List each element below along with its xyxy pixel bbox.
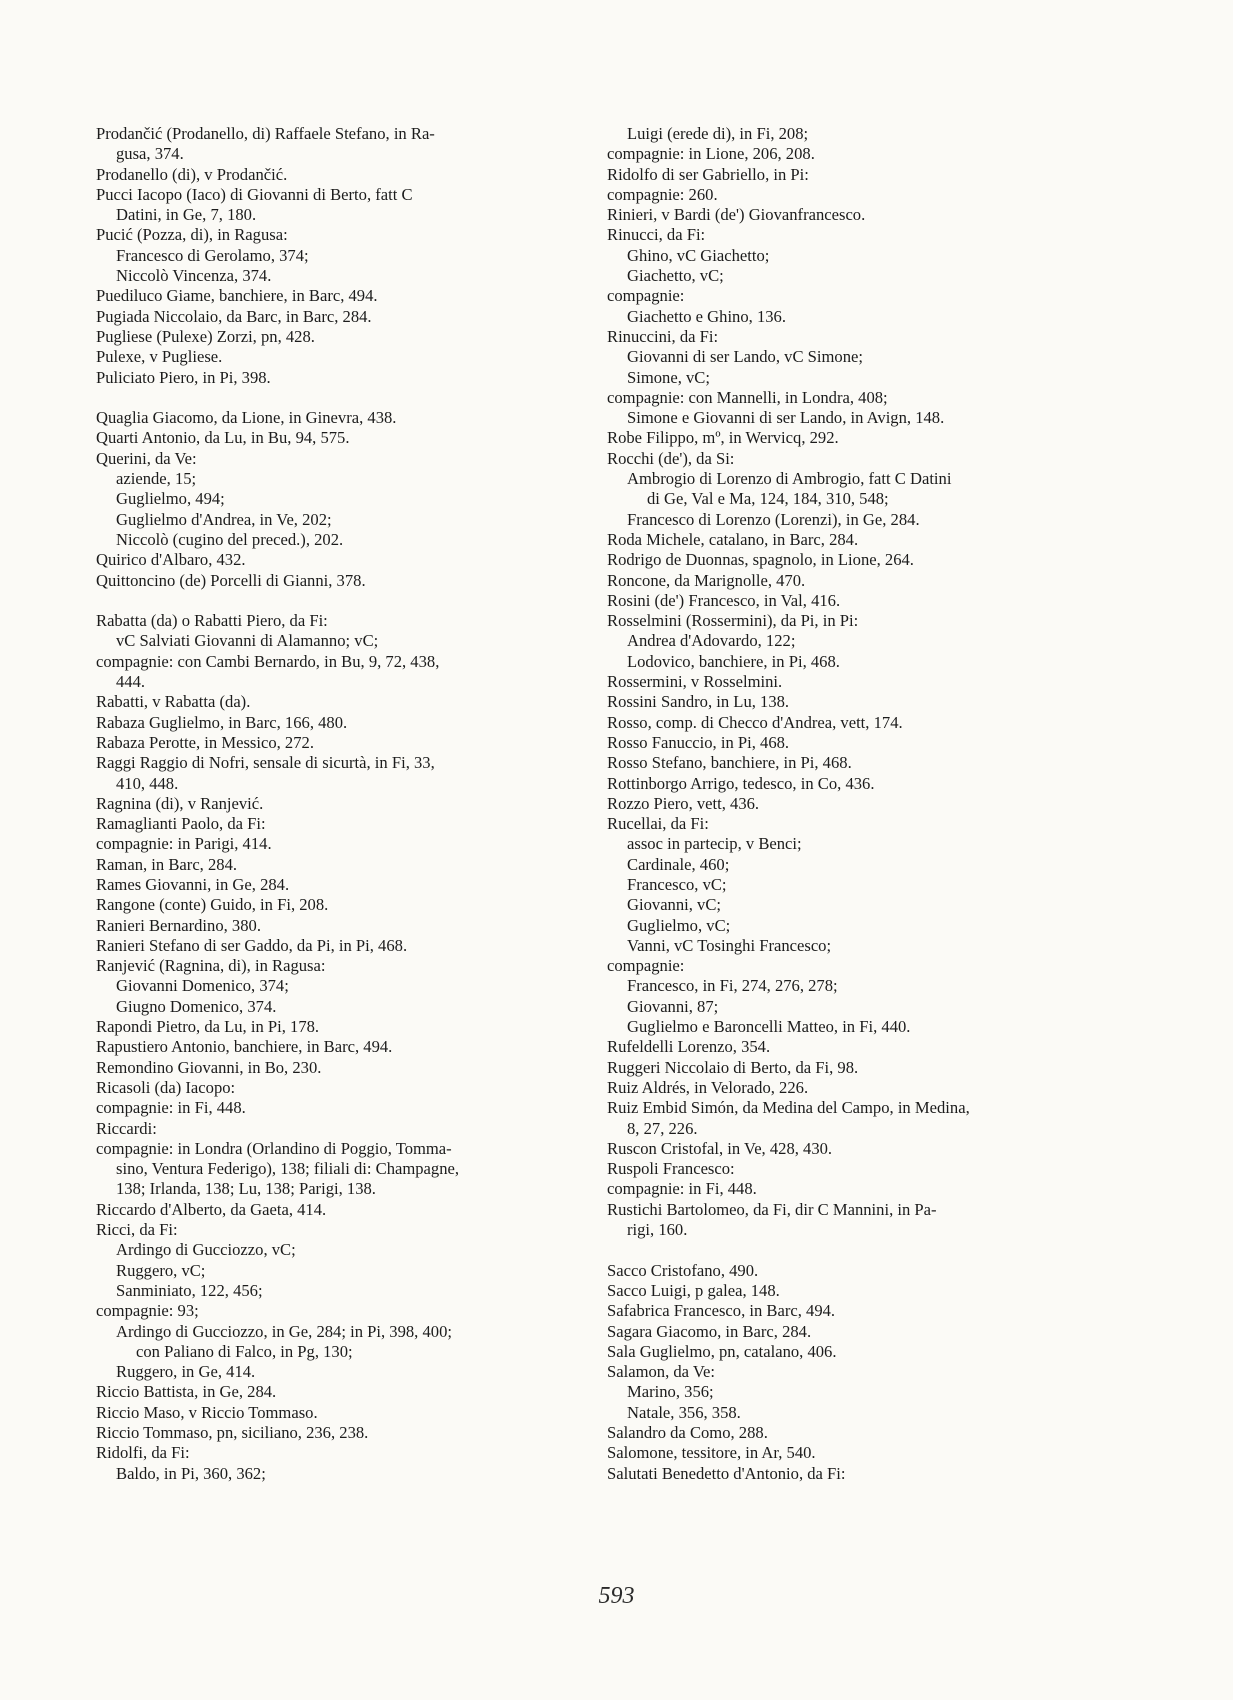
index-entry-line: Ruggero, vC; xyxy=(116,1260,206,1280)
index-entry-line: Lodovico, banchiere, in Pi, 468. xyxy=(627,651,840,671)
index-entry-line: Quaglia Giacomo, da Lione, in Ginevra, 438. xyxy=(96,408,397,428)
index-entry-line: Rabatti, v Rabatta (da). xyxy=(96,692,251,712)
index-entry-line: Rufeldelli Lorenzo, 354. xyxy=(607,1037,771,1057)
index-entry-line: Ranieri Bernardino, 380. xyxy=(96,915,261,935)
index-entry-line: Ridolfi, da Fi: xyxy=(96,1443,190,1463)
index-entry-line: Francesco di Gerolamo, 374; xyxy=(116,245,309,265)
index-entry-line: Rabaza Perotte, in Messico, 272. xyxy=(96,732,314,752)
index-entry-line: assoc in partecip, v Benci; xyxy=(627,834,802,854)
index-entry-line: Datini, in Ge, 7, 180. xyxy=(116,205,257,225)
index-entry-line: Guglielmo, 494; xyxy=(116,489,225,509)
index-entry-line: Roncone, da Marignolle, 470. xyxy=(607,570,806,590)
index-entry-line: Ranjević (Ragnina, di), in Ragusa: xyxy=(96,956,326,976)
index-entry-line: Sacco Luigi, p galea, 148. xyxy=(607,1280,780,1300)
index-entry-line: Ambrogio di Lorenzo di Ambrogio, fatt C Datini xyxy=(627,469,952,489)
index-entry-line: Rabatta (da) o Rabatti Piero, da Fi: xyxy=(96,611,328,631)
index-entry-line: Ruspoli Francesco: xyxy=(607,1159,735,1179)
index-entry-line: Querini, da Ve: xyxy=(96,448,197,468)
index-entry-line: Pugiada Niccolaio, da Barc, in Barc, 284. xyxy=(96,306,372,326)
section-gap xyxy=(607,1240,1075,1260)
index-entry-line: Ardingo di Gucciozzo, in Ge, 284; in Pi, 398, 400; xyxy=(116,1321,452,1341)
index-entry-line: Salamon, da Ve: xyxy=(607,1362,715,1382)
index-entry-line: 444. xyxy=(116,672,146,692)
index-entry-line: Sanminiato, 122, 456; xyxy=(116,1280,263,1300)
index-entry-line: Francesco di Lorenzo (Lorenzi), in Ge, 284. xyxy=(627,509,920,529)
index-entry-line: sino, Ventura Federigo), 138; filiali di: Champagne, xyxy=(116,1159,460,1179)
index-entry-line: Ragnina (di), v Ranjević. xyxy=(96,793,264,813)
index-entry-line: compagnie: 93; xyxy=(96,1301,199,1321)
index-entry-line: Rosso Fanuccio, in Pi, 468. xyxy=(607,732,790,752)
index-entry-line: compagnie: in Parigi, 414. xyxy=(96,834,272,854)
index-entry-line: Rinuccini, da Fi: xyxy=(607,326,719,346)
index-entry-line: Ruggeri Niccolaio di Berto, da Fi, 98. xyxy=(607,1057,859,1077)
index-entry-line: Ricci, da Fi: xyxy=(96,1220,178,1240)
index-entry-line: Rossini Sandro, in Lu, 138. xyxy=(607,692,790,712)
index-entry-line: Rottinborgo Arrigo, tedesco, in Co, 436. xyxy=(607,773,875,793)
right-column xyxy=(607,124,1075,1484)
index-entry-line: Rodrigo de Duonnas, spagnolo, in Lione, 264. xyxy=(607,550,914,570)
index-entry-line: Robe Filippo, mº, in Wervicq, 292. xyxy=(607,428,839,448)
index-entry-line: Ricasoli (da) Iacopo: xyxy=(96,1077,236,1097)
index-entry-line: Giovanni di ser Lando, vC Simone; xyxy=(627,347,863,367)
index-entry-line: Francesco, vC; xyxy=(627,874,727,894)
index-entry-line: Niccolò Vincenza, 374. xyxy=(116,266,272,286)
index-entry-line: Giovanni, 87; xyxy=(627,996,719,1016)
index-entry-line: compagnie: in Londra (Orlandino di Poggio, Tomma- xyxy=(96,1138,452,1158)
index-entry-line: Puliciato Piero, in Pi, 398. xyxy=(96,367,271,387)
index-entry-line: Cardinale, 460; xyxy=(627,854,730,874)
index-entry-line: compagnie: xyxy=(607,286,685,306)
index-entry-line: Riccio Maso, v Riccio Tommaso. xyxy=(96,1402,318,1422)
index-entry-line: di Ge, Val e Ma, 124, 184, 310, 548; xyxy=(647,489,889,509)
index-entry-line: Quarti Antonio, da Lu, in Bu, 94, 575. xyxy=(96,428,350,448)
index-entry-line: Ruscon Cristofal, in Ve, 428, 430. xyxy=(607,1138,833,1158)
index-entry-line: Prodanello (di), v Prodančić. xyxy=(96,164,288,184)
index-entry-line: Vanni, vC Tosinghi Francesco; xyxy=(627,935,832,955)
index-entry-line: Ardingo di Gucciozzo, vC; xyxy=(116,1240,296,1260)
index-entry-line: gusa, 374. xyxy=(116,144,184,164)
index-entry-line: Guglielmo e Baroncelli Matteo, in Fi, 440. xyxy=(627,1017,911,1037)
index-entry-line: Quittoncino (de) Porcelli di Gianni, 378. xyxy=(96,570,366,590)
index-entry-line: Rapustiero Antonio, banchiere, in Barc, 494. xyxy=(96,1037,393,1057)
index-entry-line: Roda Michele, catalano, in Barc, 284. xyxy=(607,529,859,549)
index-entry-line: aziende, 15; xyxy=(116,469,197,489)
index-entry-line: compagnie: in Fi, 448. xyxy=(607,1179,757,1199)
index-entry-line: Rabaza Guglielmo, in Barc, 166, 480. xyxy=(96,712,348,732)
index-entry-line: Baldo, in Pi, 360, 362; xyxy=(116,1463,266,1483)
index-entry-line: Salomone, tessitore, in Ar, 540. xyxy=(607,1443,816,1463)
index-entry-line: compagnie: in Fi, 448. xyxy=(96,1098,246,1118)
section-gap xyxy=(96,591,560,611)
index-entry-line: Raman, in Barc, 284. xyxy=(96,854,238,874)
index-entry-line: Puediluco Giame, banchiere, in Barc, 494. xyxy=(96,286,378,306)
index-entry-line: Ruiz Embid Simón, da Medina del Campo, in Medina, xyxy=(607,1098,970,1118)
index-entry-line: Giachetto, vC; xyxy=(627,266,724,286)
index-entry-line: Ghino, vC Giachetto; xyxy=(627,245,770,265)
index-entry-line: Ruggero, in Ge, 414. xyxy=(116,1362,256,1382)
index-entry-line: Rapondi Pietro, da Lu, in Pi, 178. xyxy=(96,1017,320,1037)
index-entry-line: Giugno Domenico, 374. xyxy=(116,996,277,1016)
index-entry-line: Guglielmo, vC; xyxy=(627,915,731,935)
index-entry-line: Marino, 356; xyxy=(627,1382,714,1402)
index-entry-line: Giovanni, vC; xyxy=(627,895,722,915)
index-entry-line: Guglielmo d'Andrea, in Ve, 202; xyxy=(116,509,332,529)
index-entry-line: con Paliano di Falco, in Pg, 130; xyxy=(136,1341,353,1361)
index-entry-line: Niccolò (cugino del preced.), 202. xyxy=(116,529,344,549)
index-entry-line: Simone, vC; xyxy=(627,367,710,387)
index-entry-line: Sala Guglielmo, pn, catalano, 406. xyxy=(607,1341,837,1361)
index-entry-line: Luigi (erede di), in Fi, 208; xyxy=(627,124,809,143)
index-entry-line: Pucić (Pozza, di), in Ragusa: xyxy=(96,225,288,245)
index-entry-line: Rucellai, da Fi: xyxy=(607,814,709,834)
index-entry-line: Rosselmini (Rossermini), da Pi, in Pi: xyxy=(607,611,859,631)
index-entry-line: Riccardi: xyxy=(96,1118,157,1138)
index-entry-line: Prodančić (Prodanello, di) Raffaele Stefano, in Ra- xyxy=(96,124,435,143)
index-entry-line: compagnie: con Cambi Bernardo, in Bu, 9, 72, 438, xyxy=(96,651,440,671)
index-entry-line: Rosini (de') Francesco, in Val, 416. xyxy=(607,590,841,610)
index-entry-line: Rosso, comp. di Checco d'Andrea, vett, 174. xyxy=(607,712,903,732)
index-entry-line: Rossermini, v Rosselmini. xyxy=(607,672,783,692)
index-entry-line: 8, 27, 226. xyxy=(627,1118,698,1138)
index-entry-line: Rangone (conte) Guido, in Fi, 208. xyxy=(96,895,329,915)
index-entry-line: Rames Giovanni, in Ge, 284. xyxy=(96,874,290,894)
index-entry-line: compagnie: xyxy=(607,956,685,976)
page-number: 593 xyxy=(598,1583,635,1609)
index-entry-line: 410, 448. xyxy=(116,773,179,793)
index-entry-line: Salutati Benedetto d'Antonio, da Fi: xyxy=(607,1463,846,1483)
index-entry-line: Pucci Iacopo (Iaco) di Giovanni di Berto, fatt C xyxy=(96,184,413,204)
index-entry-line: Pugliese (Pulexe) Zorzi, pn, 428. xyxy=(96,326,315,346)
index-entry-line: Rozzo Piero, vett, 436. xyxy=(607,793,760,813)
index-entry-line: Giovanni Domenico, 374; xyxy=(116,976,289,996)
index-entry-line: rigi, 160. xyxy=(627,1220,688,1240)
index-entry-line: Salandro da Como, 288. xyxy=(607,1423,768,1442)
index-entry-line: Sacco Cristofano, 490. xyxy=(607,1260,759,1280)
index-entry-line: Rustichi Bartolomeo, da Fi, dir C Mannini, in Pa- xyxy=(607,1199,937,1219)
left-column xyxy=(96,124,560,1484)
index-entry-line: Riccio Tommaso, pn, siciliano, 236, 238. xyxy=(96,1423,369,1442)
index-entry-line: Raggi Raggio di Nofri, sensale di sicurtà, in Fi, 33, xyxy=(96,753,435,773)
index-entry-line: Remondino Giovanni, in Bo, 230. xyxy=(96,1057,322,1077)
index-entry-line: Pulexe, v Pugliese. xyxy=(96,347,223,367)
index-entry-line: Sagara Giacomo, in Barc, 284. xyxy=(607,1321,812,1341)
index-entry-line: Ridolfo di ser Gabriello, in Pi: xyxy=(607,164,809,184)
index-entry-line: Ramaglianti Paolo, da Fi: xyxy=(96,814,266,834)
index-entry-line: Simone e Giovanni di ser Lando, in Avign, 148. xyxy=(627,408,945,428)
index-entry-line: Andrea d'Adovardo, 122; xyxy=(627,631,796,651)
index-entry-line: Natale, 356, 358. xyxy=(627,1402,741,1422)
index-entry-line: Rocchi (de'), da Si: xyxy=(607,448,735,468)
index-entry-line: vC Salviati Giovanni di Alamanno; vC; xyxy=(116,631,379,651)
index-entry-line: Ruiz Aldrés, in Velorado, 226. xyxy=(607,1077,809,1097)
index-entry-line: Rinucci, da Fi: xyxy=(607,225,706,245)
index-entry-line: 138; Irlanda, 138; Lu, 138; Parigi, 138. xyxy=(116,1179,376,1199)
index-entry-line: Ranieri Stefano di ser Gaddo, da Pi, in Pi, 468. xyxy=(96,935,408,955)
index-entry-line: Rosso Stefano, banchiere, in Pi, 468. xyxy=(607,753,852,773)
index-entry-line: Giachetto e Ghino, 136. xyxy=(627,306,786,326)
index-entry-line: Rinieri, v Bardi (de') Giovanfrancesco. xyxy=(607,205,866,225)
index-entry-line: compagnie: 260. xyxy=(607,184,718,204)
index-entry-line: Riccio Battista, in Ge, 284. xyxy=(96,1382,277,1402)
index-entry-line: compagnie: in Lione, 206, 208. xyxy=(607,144,815,164)
index-entry-line: Francesco, in Fi, 274, 276, 278; xyxy=(627,976,838,996)
index-entry-line: compagnie: con Mannelli, in Londra, 408; xyxy=(607,387,888,407)
index-entry-line: Quirico d'Albaro, 432. xyxy=(96,550,246,570)
section-gap xyxy=(96,388,560,408)
index-entry-line: Safabrica Francesco, in Barc, 494. xyxy=(607,1301,836,1321)
index-entry-line: Riccardo d'Alberto, da Gaeta, 414. xyxy=(96,1199,327,1219)
